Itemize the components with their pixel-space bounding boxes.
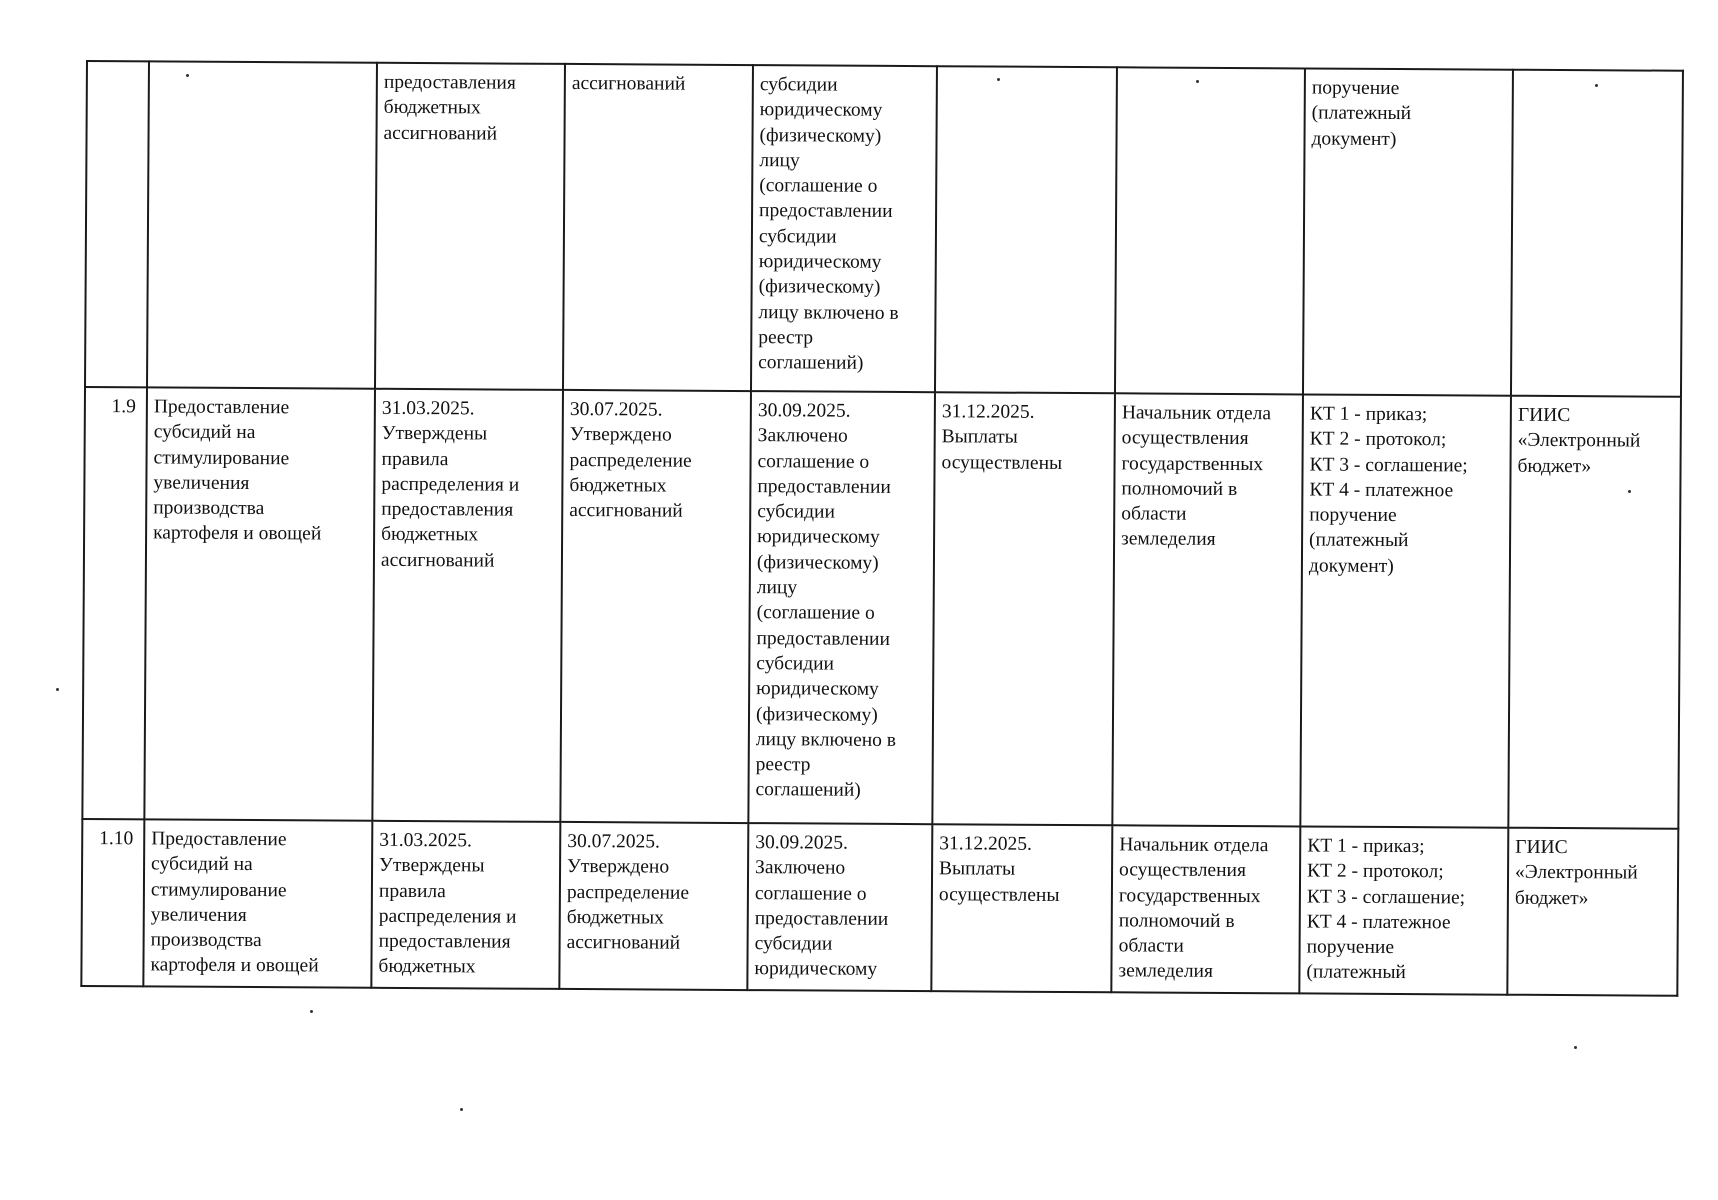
scan-speck — [1628, 490, 1631, 493]
table-row — [82, 387, 1681, 829]
cell-kt3 — [747, 823, 932, 991]
cell-kt1: 31.03.2025. Утверждены правила распределения и предоставления бюджетных ассигнований — [372, 389, 563, 822]
cell-system: ГИИС «Электронный бюджет» — [1508, 396, 1681, 829]
cell-kt3-text: 30.09.2025. Заключено соглашение о предоставлении субсидии юридическому — [754, 832, 889, 981]
cell-responsible: Начальник отдела осуществления государственных полномочий в области земледелия — [1112, 393, 1303, 826]
scan-speck — [997, 78, 1000, 81]
table-row-continuation — [85, 61, 1683, 397]
cell-document: КТ 1 - приказ; КТ 2 - протокол; КТ 3 - соглашение; КТ 4 - платежное поручение (платежный документ) — [1300, 394, 1511, 827]
plan-table — [80, 60, 1684, 997]
cell-kt3: 30.09.2025. Заключено соглашение о предоставлении субсидии юридическому (физическому) лицу (соглашение о предоставлении субсидии юридическому (физическому) лицу включено в реестр соглашений) — [748, 391, 935, 824]
scan-speck — [56, 688, 59, 691]
scan-speck — [1574, 1046, 1577, 1049]
cell-kt4-text: 31.12.2025. Выплаты осуществлены — [938, 833, 1060, 906]
cell-document-text: КТ 1 - приказ; КТ 2 - протокол; КТ 3 - соглашение; КТ 4 - платежное поручение (платежный — [1306, 835, 1466, 984]
cell-document: поручение (платежный документ) — [1303, 68, 1513, 395]
cell-name: Предоставление субсидий на стимулирование увеличения производства картофеля и овощей — [144, 387, 375, 820]
cell-name — [143, 819, 372, 987]
cell-system-text: ГИИС «Электронный бюджет» — [1514, 836, 1638, 909]
cell-name-text: Предоставление субсидий на стимулирование увеличения производства картофеля и овощей — [150, 828, 319, 977]
cell-kt4 — [935, 66, 1117, 393]
scan-speck — [1196, 80, 1199, 83]
cell-responsible — [1115, 67, 1305, 394]
scan-speck — [460, 1108, 463, 1111]
scan-speck — [186, 74, 189, 77]
cell-num: 1.10 — [81, 819, 144, 986]
table-row — [81, 819, 1678, 996]
cell-kt1: предоставления бюджетных ассигнований — [375, 63, 565, 390]
cell-kt2: ассигнований — [563, 64, 753, 391]
cell-kt2 — [559, 822, 748, 990]
cell-kt1 — [371, 821, 560, 989]
cell-kt4: 31.12.2025. Выплаты осуществлены — [932, 392, 1115, 825]
cell-kt4 — [931, 824, 1112, 992]
cell-kt2-text: 30.07.2025. Утверждено распределение бюджетных ассигнований — [566, 830, 690, 954]
scan-speck — [1595, 84, 1598, 87]
cell-num — [85, 61, 149, 387]
cell-name — [147, 61, 377, 388]
cell-system — [1511, 70, 1683, 397]
cell-kt3: субсидии юридическому (физическому) лицу (соглашение о предоставлении субсидии юридическому (физическому) лицу включено в реестр соглашений) — [751, 65, 937, 392]
cell-system — [1507, 828, 1678, 996]
cell-kt1-text: 31.03.2025. Утверждены правила распределения и предоставления бюджетных — [378, 829, 517, 978]
scan-speck — [310, 1010, 313, 1013]
cell-num: 1.9 — [82, 387, 147, 819]
cell-responsible-text: Начальник отдела осуществления государственных полномочий в области земледелия — [1118, 834, 1269, 983]
cell-responsible — [1111, 825, 1300, 993]
cell-document — [1299, 826, 1508, 994]
cell-kt2: 30.07.2025. Утверждено распределение бюджетных ассигнований — [560, 390, 751, 823]
